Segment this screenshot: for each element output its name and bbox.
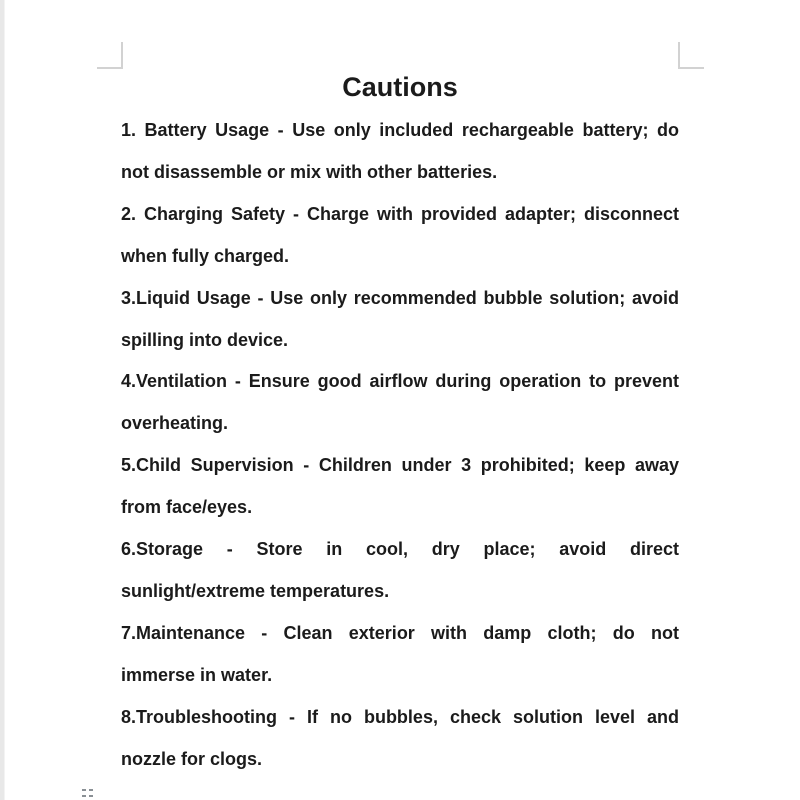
crop-mark-top-left-icon: [97, 42, 123, 69]
page-edge-strip: [0, 0, 5, 800]
caution-item-2: [121, 194, 679, 278]
caution-item-4: [121, 361, 679, 445]
cautions-list: [121, 110, 679, 781]
caution-item-3: [121, 278, 679, 362]
crop-mark-top-right-icon: [678, 42, 704, 69]
caution-item-7: [121, 613, 679, 697]
caution-line: 8.Troubleshooting - If no bubbles, check solution level and: [121, 706, 679, 727]
page-title: Cautions: [342, 72, 458, 102]
caution-line: 6.Storage - Store in cool, dry place; avoid direct: [121, 539, 679, 560]
dots-mark-icon: [82, 789, 94, 799]
caution-line: sunlight/extreme temperatures.: [121, 580, 390, 601]
caution-line: immerse in water.: [121, 664, 273, 685]
caution-line: 7.Maintenance - Clean exterior with damp cloth; do not: [121, 622, 679, 643]
caution-line: nozzle for clogs.: [121, 748, 263, 769]
caution-line: 5.Child Supervision - Children under 3 prohibited; keep away: [121, 455, 679, 476]
caution-line: 3.Liquid Usage - Use only recommended bubble solution; avoid: [121, 287, 679, 308]
caution-item-5: [121, 445, 679, 529]
caution-line: spilling into device.: [121, 329, 289, 350]
caution-line: not disassemble or mix with other batteries.: [121, 161, 498, 182]
caution-line: 1. Battery Usage - Use only included rechargeable battery; do: [121, 120, 679, 140]
caution-line: 2. Charging Safety - Charge with provided adapter; disconnect: [121, 203, 679, 224]
caution-line: overheating.: [121, 413, 229, 434]
caution-line: 4.Ventilation - Ensure good airflow during operation to prevent: [121, 371, 679, 392]
caution-item-6: [121, 529, 679, 613]
caution-item-8: [121, 697, 679, 781]
caution-item-1: [121, 110, 679, 194]
caution-line: when fully charged.: [121, 245, 290, 266]
caution-line: from face/eyes.: [121, 497, 253, 518]
